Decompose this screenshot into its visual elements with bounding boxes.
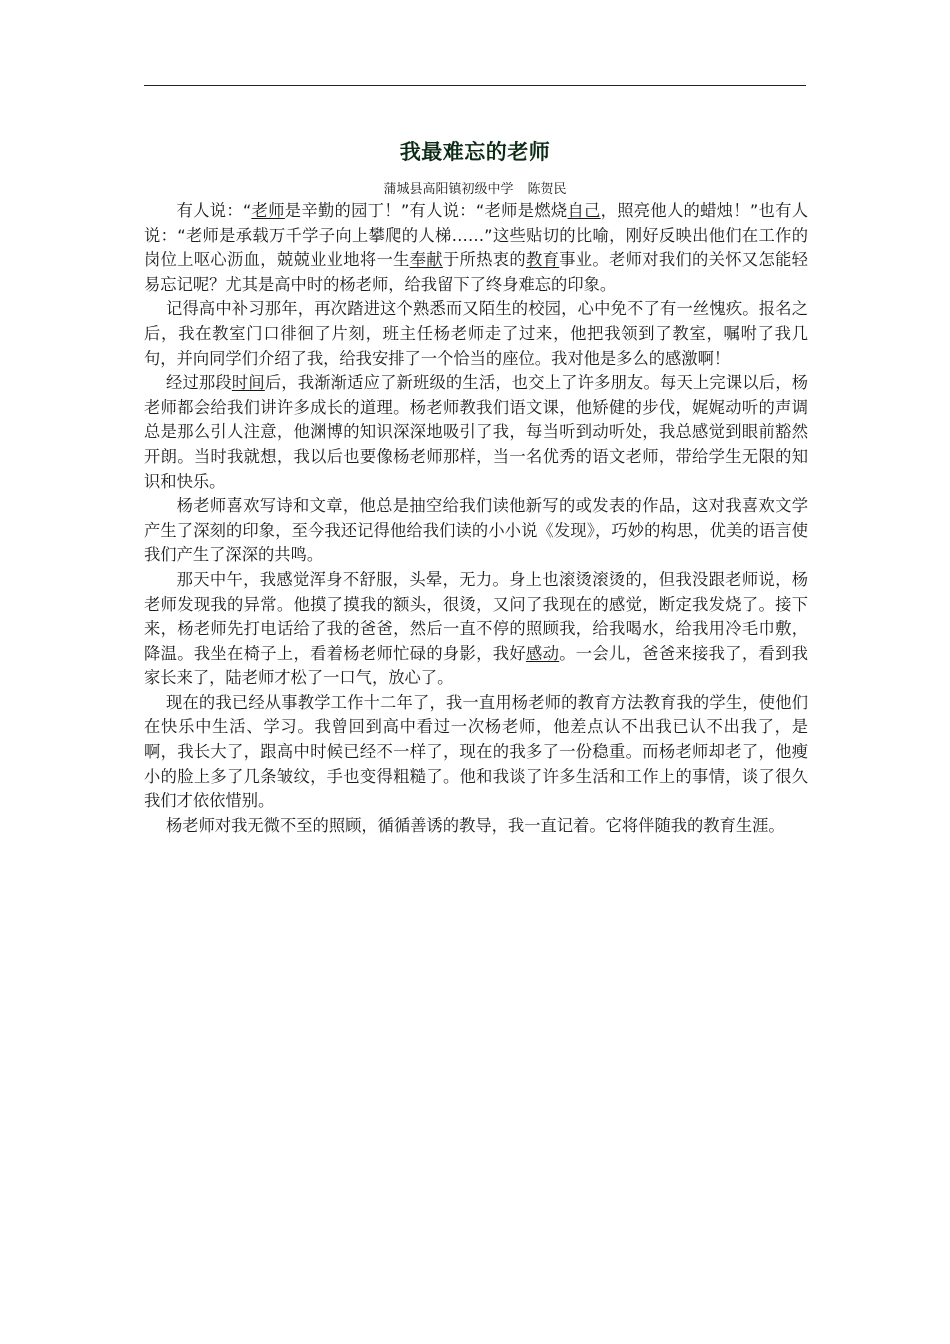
author-line xyxy=(144,178,806,197)
text-segment: ，照亮他人的蜡烛！”也有人说：“老师是承载万千学子向上攀爬的人梯……”这些贴切的比喻，刚好反映出他们在工作的岗位上呕心沥血，兢兢业业地将一生 xyxy=(144,201,808,270)
paragraph-2 xyxy=(144,297,808,371)
underlined-word: 教育 xyxy=(525,250,560,270)
text-segment: 那天中午，我感觉浑身不舒服，头晕，无力。身上也滚烫滚烫的，但我没跟老师说，杨老师发现我的异常。他摸了摸我的额头，很烫，又问了我现在的感觉，断定我发烧了。接下来，杨老师先打电话给了我的爸爸，然后一直不停的照顾我，给我喝水，给我用冷毛巾敷，降温。我坐在椅子上，看着杨老师忙碌的身影，我好 xyxy=(144,569,808,663)
paragraph-5 xyxy=(144,568,808,691)
paragraph-1 xyxy=(144,199,808,297)
text-segment: 是辛勤的园丁！”有人说：“老师是燃烧 xyxy=(284,201,568,220)
text-segment: 杨老师对我无微不至的照顾，循循善诱的教导，我一直记着。它将伴随我的教育生涯。 xyxy=(166,815,785,835)
text-segment: 经过那段 xyxy=(166,373,232,393)
header-rule xyxy=(144,85,806,86)
article-title: 我最难忘的老师 xyxy=(399,140,551,164)
text-segment: 后，我渐渐适应了新班级的生活，也交上了许多朋友。每天上完课以后，杨老师都会给我们讲许多成长的道理。杨老师教我们语文课，他矫健的步伐，娓娓动听的声调总是那么引人注意，他渊博的知识深深地吸引了我，每当听到动听处，我总感觉到眼前豁然开朗。当时我就想，我以后也要像杨老师那样，当一名优秀的语文老师，带给学生无限的知识和快乐。 xyxy=(144,373,808,491)
text-segment: 于所热衷的 xyxy=(442,250,526,270)
text-segment: 记得高中补习那年，再次踏进这个熟悉而又陌生的校园，心中免不了有一丝愧疚。报名之后，我在教室门口徘徊了片刻，班主任杨老师走了过来，他把我领到了教室，嘱咐了我几句，并向同学们介绍了我，给我安排了一个恰当的座位。我对他是多么的感激啊！ xyxy=(144,299,808,368)
paragraph-4 xyxy=(144,494,808,568)
text-segment: 。一会儿，爸爸来接我了，看到我家长来了，陆老师才松了一口气，放心了。 xyxy=(144,643,808,688)
article-body xyxy=(144,199,808,838)
author-school: 蒲城县高阳镇初级中学 xyxy=(383,182,514,197)
underlined-word: 老师 xyxy=(251,201,285,220)
paragraph-6 xyxy=(144,691,808,814)
paragraph-7 xyxy=(144,814,808,839)
text-segment: 杨老师喜欢写诗和文章，他总是抽空给我们读他新写的或发表的作品，这对我喜欢文学产生了深刻的印象，至今我还记得他给我们读的小小说《发现》，巧妙的构思，优美的语言使我们产生了深深的共鸣。 xyxy=(144,496,808,565)
underlined-word: 感动 xyxy=(525,643,560,663)
author-name: 陈贺民 xyxy=(527,182,567,197)
text-segment: 现在的我已经从事教学工作十二年了，我一直用杨老师的教育方法教育我的学生，使他们在快乐中生活、学习。我曾回到高中看过一次杨老师，他差点认不出我已认不出我了，是啊，我长大了，跟高中时候已经不一样了，现在的我多了一份稳重。而杨老师却老了，他瘦小的脸上多了几条皱纹，手也变得粗糙了。他和我谈了许多生活和工作上的事情，谈了很久我们才依依惜别。 xyxy=(144,692,808,811)
underlined-word: 奉献 xyxy=(409,250,443,270)
text-segment: 有人说：“ xyxy=(176,201,252,220)
text-segment: 事业。老师对我们的关怀又怎能轻易忘记呢？尤其是高中时的杨老师，给我留下了终身难忘的印象。 xyxy=(144,250,808,294)
paragraph-3 xyxy=(144,371,808,494)
underlined-word: 自己 xyxy=(567,201,601,220)
underlined-word: 时间 xyxy=(231,373,265,393)
